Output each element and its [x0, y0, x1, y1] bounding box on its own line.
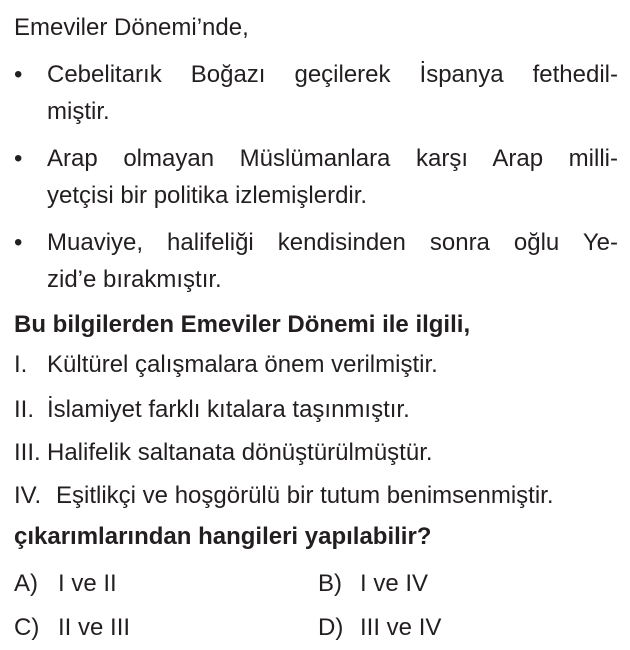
question-end: çıkarımlarından hangileri yapılabilir? — [14, 523, 432, 550]
option-text: I ve IV — [360, 570, 429, 597]
option-text: III ve IV — [360, 614, 442, 641]
bullet-line: zid’e bırakmıştır. — [47, 266, 222, 293]
option-text: II ve III — [58, 614, 131, 641]
option-label: C) — [14, 614, 40, 641]
question-lead: Bu bilgilerden Emeviler Dönemi ile ilgili, — [14, 311, 471, 338]
bullet-line: miştir. — [47, 98, 110, 125]
statement-text: İslamiyet farklı kıtalara taşınmıştır. — [47, 396, 410, 423]
bullet-line: Muaviye, halifeliği kendisinden sonra oğlu Ye- — [47, 229, 618, 256]
option-label: A) — [14, 570, 38, 597]
bullet-icon: • — [14, 61, 23, 88]
bullet-icon: • — [14, 145, 23, 172]
statement-numeral: III. — [14, 439, 41, 466]
option-label: D) — [318, 614, 344, 641]
statement-text: Eşitlikçi ve hoşgörülü bir tutum benimsenmiştir. — [56, 482, 554, 509]
option-label: B) — [318, 570, 342, 597]
bullet-line: Cebelitarık Boğazı geçilerek İspanya fethedil- — [47, 61, 618, 88]
bullet-line: yetçisi bir politika izlemişlerdir. — [47, 182, 368, 209]
statement-text: Kültürel çalışmalara önem verilmiştir. — [47, 351, 438, 378]
statement-numeral: IV. — [14, 482, 42, 509]
bullet-icon: • — [14, 229, 23, 256]
intro-text: Emeviler Dönemi’nde, — [14, 14, 249, 41]
option-text: I ve II — [58, 570, 117, 597]
bullet-line: Arap olmayan Müslümanlara karşı Arap milli- — [47, 145, 618, 172]
statement-numeral: I. — [14, 351, 28, 378]
statement-numeral: II. — [14, 396, 35, 423]
statement-text: Halifelik saltanata dönüştürülmüştür. — [47, 439, 433, 466]
